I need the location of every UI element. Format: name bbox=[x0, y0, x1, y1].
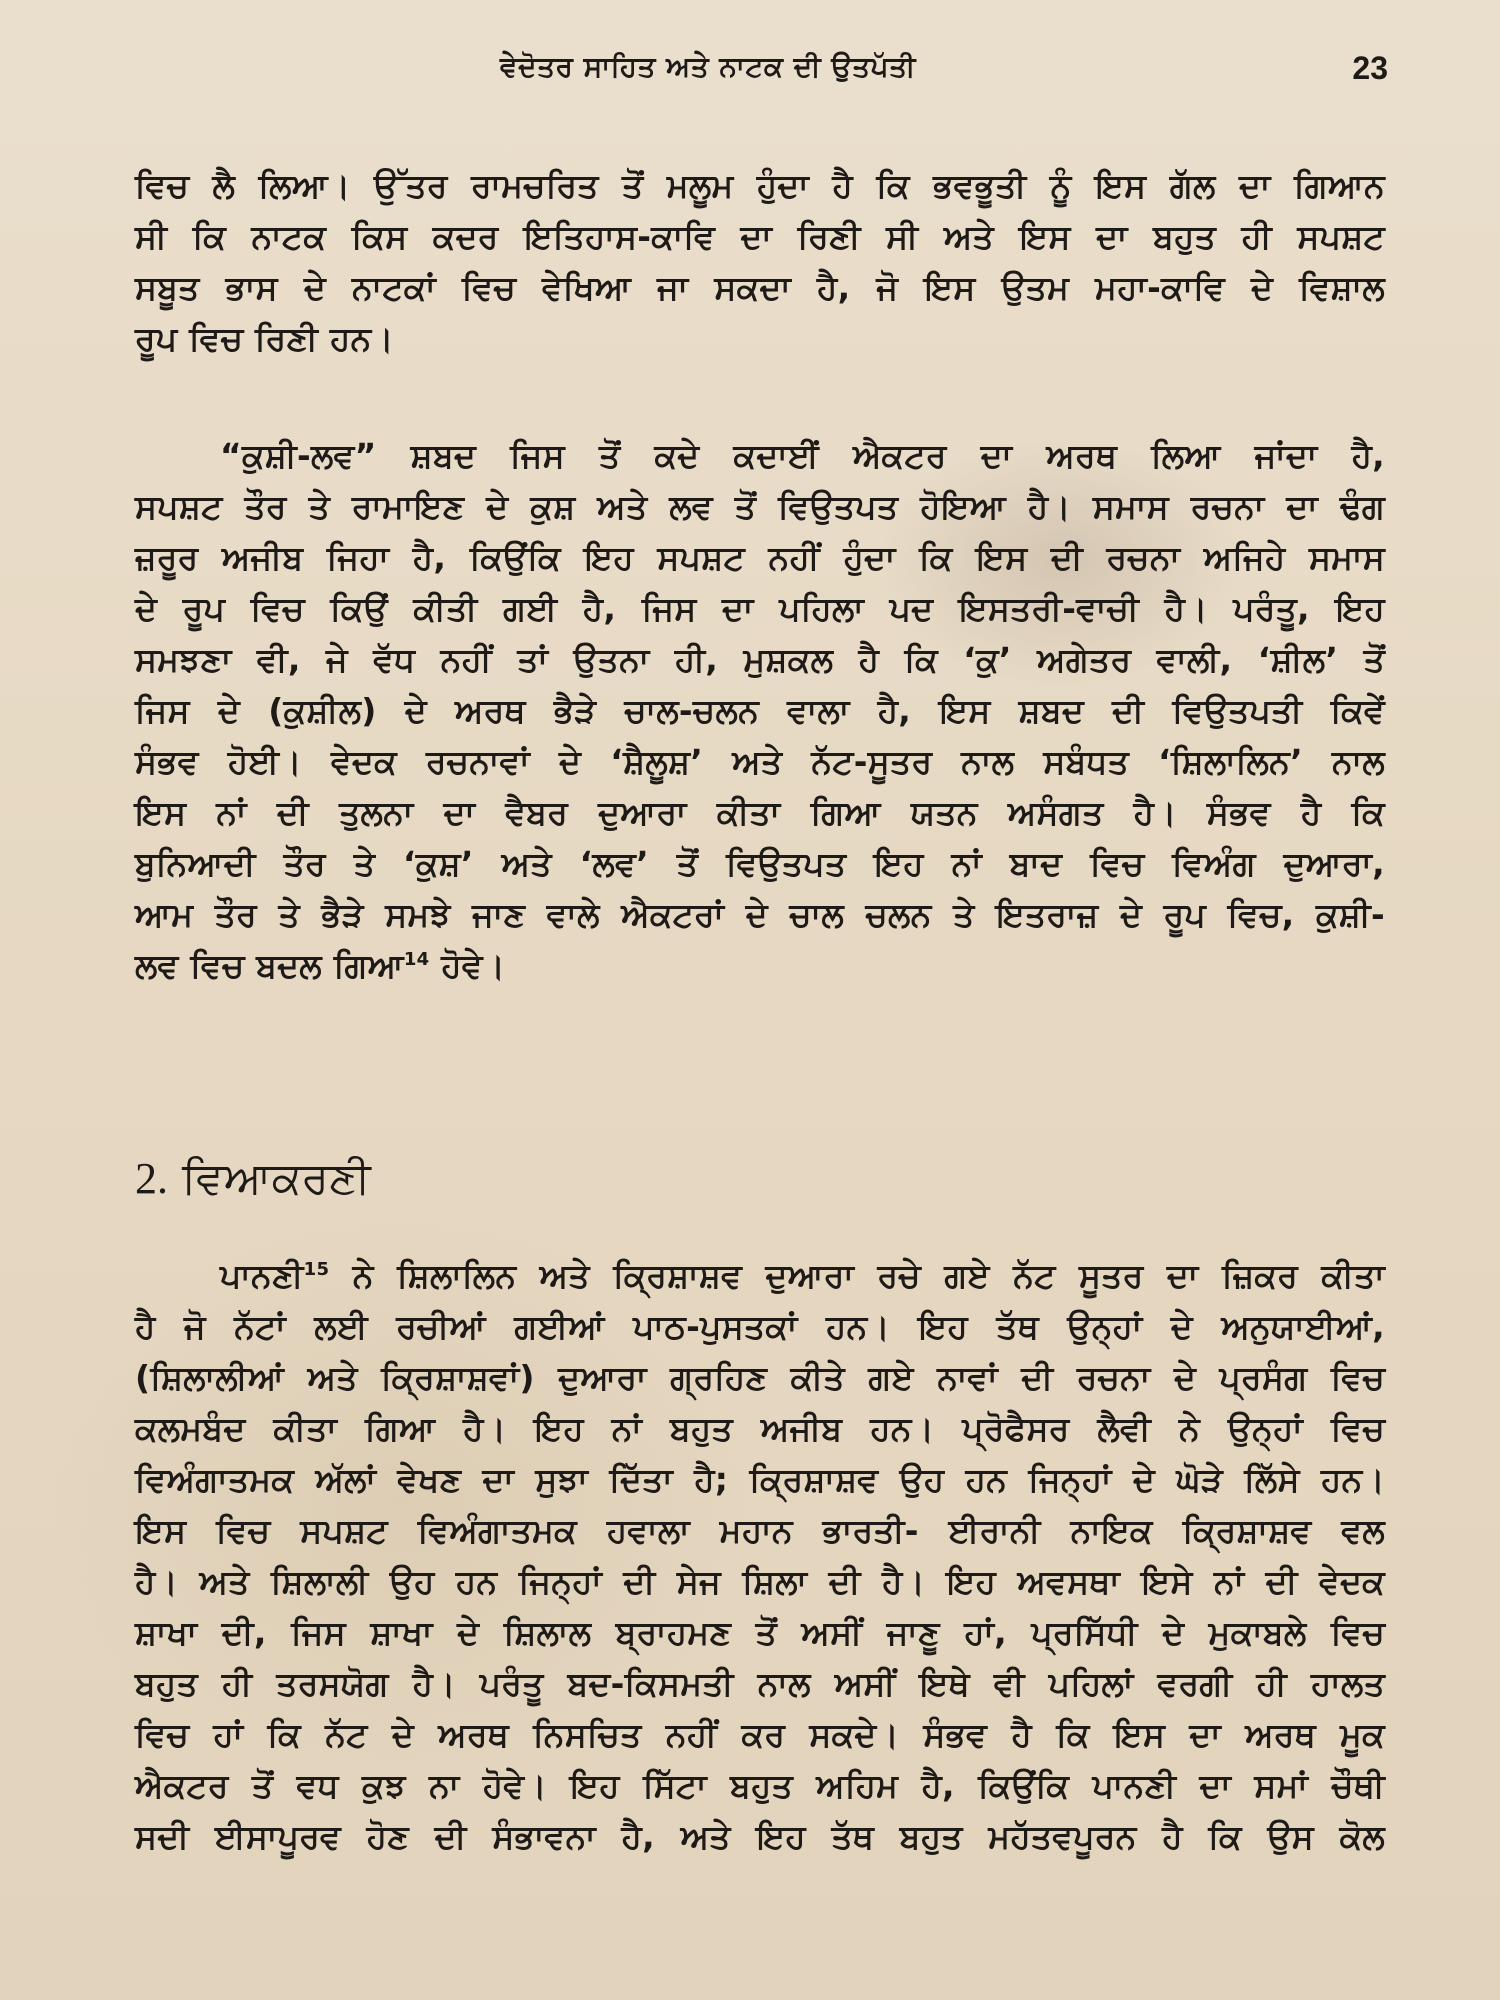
section-heading bbox=[135, 1153, 371, 1204]
text-line: ਵਿਚ ਹਾਂ ਕਿ ਨੱਟ ਦੇ ਅਰਥ ਨਿਸਚਿਤ ਨਹੀਂ ਕਰ ਸਕਦੇ। ਸੰਭਵ ਹੈ ਕਿ ਇਸ ਦਾ ਅਰਥ ਮੂਕ bbox=[135, 1715, 1385, 1754]
text-line: ਵਿਚ ਲੈ ਲਿਆ। ਉੱਤਰ ਰਾਮਚਰਿਤ ਤੋਂ ਮਲੂਮ ਹੁੰਦਾ ਹੈ ਕਿ ਭਵਭੂਤੀ ਨੂੰ ਇਸ ਗੱਲ ਦਾ ਗਿਆਨ bbox=[135, 166, 1385, 205]
text-line: ਸ਼ਾਖਾ ਦੀ, ਜਿਸ ਸ਼ਾਖਾ ਦੇ ਸ਼ਿਲਾਲ ਬ੍ਰਾਹਮਣ ਤੋਂ ਅਸੀਂ ਜਾਣੂ ਹਾਂ, ਪ੍ਰਸਿੱਧੀ ਦੇ ਮੁਕਾਬਲੇ ਵਿਚ bbox=[135, 1613, 1385, 1652]
text-line: “ਕੁਸ਼ੀ-ਲਵ” ਸ਼ਬਦ ਜਿਸ ਤੋਂ ਕਦੇ ਕਦਾਈਂ ਐਕਟਰ ਦਾ ਅਰਥ ਲਿਆ ਜਾਂਦਾ ਹੈ, bbox=[220, 436, 1385, 475]
text-line: ਕਲਮਬੰਦ ਕੀਤਾ ਗਿਆ ਹੈ। ਇਹ ਨਾਂ ਬਹੁਤ ਅਜੀਬ ਹਨ। ਪ੍ਰੋਫੈਸਰ ਲੈਵੀ ਨੇ ਉਨ੍ਹਾਂ ਵਿਚ bbox=[135, 1409, 1385, 1448]
paragraph-1 bbox=[135, 160, 1385, 364]
text-line: ਦੇ ਰੂਪ ਵਿਚ ਕਿਉਂ ਕੀਤੀ ਗਈ ਹੈ, ਜਿਸ ਦਾ ਪਹਿਲਾ ਪਦ ਇਸਤਰੀ-ਵਾਚੀ ਹੈ। ਪਰੰਤੂ, ਇਹ bbox=[135, 589, 1385, 628]
text-line: (ਸ਼ਿਲਾਲੀਆਂ ਅਤੇ ਕ੍ਰਿਸ਼ਾਸ਼ਵਾਂ) ਦੁਆਰਾ ਗ੍ਰਹਿਣ ਕੀਤੇ ਗਏ ਨਾਵਾਂ ਦੀ ਰਚਨਾ ਦੇ ਪ੍ਰਸੰਗ ਵਿਚ bbox=[135, 1358, 1385, 1397]
page-number: 23 bbox=[1352, 50, 1388, 86]
text-line: ਸੰਭਵ ਹੋਈ। ਵੇਦਕ ਰਚਨਾਵਾਂ ਦੇ ‘ਸ਼ੈਲੂਸ਼’ ਅਤੇ ਨੱਟ-ਸੂਤਰ ਨਾਲ ਸਬੰਧਤ ‘ਸ਼ਿਲਾਲਿਨ’ ਨਾਲ bbox=[135, 742, 1385, 781]
text-line: ਸਮਝਣਾ ਵੀ, ਜੇ ਵੱਧ ਨਹੀਂ ਤਾਂ ਉਤਨਾ ਹੀ, ਮੁਸ਼ਕਲ ਹੈ ਕਿ ‘ਕੁ’ ਅਗੇਤਰ ਵਾਲੀ, ‘ਸ਼ੀਲ’ ਤੋਂ bbox=[135, 640, 1385, 679]
text-run: ਹੋਵੇ। bbox=[429, 946, 506, 985]
text-line: ਸਪਸ਼ਟ ਤੌਰ ਤੇ ਰਾਮਾਇਣ ਦੇ ਕੁਸ਼ ਅਤੇ ਲਵ ਤੋਂ ਵਿਉਤਪਤ ਹੋਇਆ ਹੈ। ਸਮਾਸ ਰਚਨਾ ਦਾ ਢੰਗ bbox=[135, 487, 1385, 526]
text-line: ਇਸ ਨਾਂ ਦੀ ਤੁਲਨਾ ਦਾ ਵੈਬਰ ਦੁਆਰਾ ਕੀਤਾ ਗਿਆ ਯਤਨ ਅਸੰਗਤ ਹੈ। ਸੰਭਵ ਹੈ ਕਿ bbox=[135, 793, 1385, 832]
text-line: ਵਿਅੰਗਾਤਮਕ ਅੱਲਾਂ ਵੇਖਣ ਦਾ ਸੁਝਾ ਦਿੱਤਾ ਹੈ; ਕ੍ਰਿਸ਼ਾਸ਼ਵ ਉਹ ਹਨ ਜਿਨ੍ਹਾਂ ਦੇ ਘੋੜੇ ਲਿੱਸੇ ਹਨ। bbox=[135, 1460, 1385, 1499]
section-number: 2. bbox=[135, 1154, 168, 1203]
text-run: ਪਾਨਣੀ bbox=[220, 1256, 304, 1295]
paragraph-3 bbox=[135, 1250, 1385, 1862]
text-line bbox=[135, 940, 1385, 991]
text-line: ਰੂਪ ਵਿਚ ਰਿਣੀ ਹਨ। bbox=[135, 319, 394, 358]
text-line: ਬੁਨਿਆਦੀ ਤੌਰ ਤੇ ‘ਕੁਸ਼’ ਅਤੇ ‘ਲਵ’ ਤੋਂ ਵਿਉਤਪਤ ਇਹ ਨਾਂ ਬਾਦ ਵਿਚ ਵਿਅੰਗ ਦੁਆਰਾ, bbox=[135, 844, 1385, 883]
paragraph-2 bbox=[135, 430, 1385, 991]
text-run: ਨੇ ਸ਼ਿਲਾਲਿਨ ਅਤੇ ਕ੍ਰਿਸ਼ਾਸ਼ਵ ਦੁਆਰਾ ਰਚੇ ਗਏ ਨੱਟ ਸੂਤਰ ਦਾ ਜ਼ਿਕਰ ਕੀਤਾ bbox=[329, 1256, 1385, 1295]
text-line: ਇਸ ਵਿਚ ਸਪਸ਼ਟ ਵਿਅੰਗਾਤਮਕ ਹਵਾਲਾ ਮਹਾਨ ਭਾਰਤੀ- ਈਰਾਨੀ ਨਾਇਕ ਕ੍ਰਿਸ਼ਾਸ਼ਵ ਵਲ bbox=[135, 1511, 1385, 1550]
text-line: ਐਕਟਰ ਤੋਂ ਵਧ ਕੁਝ ਨਾ ਹੋਵੇ। ਇਹ ਸਿੱਟਾ ਬਹੁਤ ਅਹਿਮ ਹੈ, ਕਿਉਂਕਿ ਪਾਨਣੀ ਦਾ ਸਮਾਂ ਚੌਥੀ bbox=[135, 1766, 1385, 1805]
text-run: ਲਵ ਵਿਚ ਬਦਲ ਗਿਆ bbox=[135, 946, 404, 985]
text-line: ਹੈ। ਅਤੇ ਸ਼ਿਲਾਲੀ ਉਹ ਹਨ ਜਿਨ੍ਹਾਂ ਦੀ ਸੇਜ ਸ਼ਿਲਾ ਦੀ ਹੈ। ਇਹ ਅਵਸਥਾ ਇਸੇ ਨਾਂ ਦੀ ਵੇਦਕ bbox=[135, 1562, 1385, 1601]
text-line bbox=[135, 1250, 1385, 1301]
footnote-marker: 15 bbox=[303, 1259, 330, 1280]
section-title: ਵਿਆਕਰਣੀ bbox=[182, 1153, 371, 1204]
text-line: ਜ਼ਰੂਰ ਅਜੀਬ ਜਿਹਾ ਹੈ, ਕਿਉਂਕਿ ਇਹ ਸਪਸ਼ਟ ਨਹੀਂ ਹੁੰਦਾ ਕਿ ਇਸ ਦੀ ਰਚਨਾ ਅਜਿਹੇ ਸਮਾਸ bbox=[135, 538, 1385, 577]
text-line: ਹੈ ਜੋ ਨੱਟਾਂ ਲਈ ਰਚੀਆਂ ਗਈਆਂ ਪਾਠ-ਪੁਸਤਕਾਂ ਹਨ। ਇਹ ਤੱਥ ਉਨ੍ਹਾਂ ਦੇ ਅਨੁਯਾਈਆਂ, bbox=[135, 1307, 1385, 1346]
text-line: ਸੀ ਕਿ ਨਾਟਕ ਕਿਸ ਕਦਰ ਇਤਿਹਾਸ-ਕਾਵਿ ਦਾ ਰਿਣੀ ਸੀ ਅਤੇ ਇਸ ਦਾ ਬਹੁਤ ਹੀ ਸਪਸ਼ਟ bbox=[135, 217, 1385, 256]
text-line: ਸਦੀ ਈਸਾਪੂਰਵ ਹੋਣ ਦੀ ਸੰਭਾਵਨਾ ਹੈ, ਅਤੇ ਇਹ ਤੱਥ ਬਹੁਤ ਮਹੱਤਵਪੂਰਨ ਹੈ ਕਿ ਉਸ ਕੋਲ bbox=[135, 1817, 1385, 1856]
running-header-title: ਵੇਦੋਤਰ ਸਾਹਿਤ ਅਤੇ ਨਾਟਕ ਦੀ ਉਤਪੱਤੀ bbox=[500, 50, 916, 83]
text-line: ਸਬੂਤ ਭਾਸ ਦੇ ਨਾਟਕਾਂ ਵਿਚ ਵੇਖਿਆ ਜਾ ਸਕਦਾ ਹੈ, ਜੋ ਇਸ ਉਤਮ ਮਹਾ-ਕਾਵਿ ਦੇ ਵਿਸ਼ਾਲ bbox=[135, 268, 1385, 307]
text-line: ਆਮ ਤੌਰ ਤੇ ਭੈੜੇ ਸਮਝੇ ਜਾਣ ਵਾਲੇ ਐਕਟਰਾਂ ਦੇ ਚਾਲ ਚਲਨ ਤੇ ਇਤਰਾਜ਼ ਦੇ ਰੂਪ ਵਿਚ, ਕੁਸ਼ੀ- bbox=[135, 895, 1385, 934]
running-header bbox=[0, 50, 1500, 100]
text-line: ਜਿਸ ਦੇ (ਕੁਸ਼ੀਲ) ਦੇ ਅਰਥ ਭੈੜੇ ਚਾਲ-ਚਲਨ ਵਾਲਾ ਹੈ, ਇਸ ਸ਼ਬਦ ਦੀ ਵਿਉਤਪਤੀ ਕਿਵੇਂ bbox=[135, 691, 1385, 730]
text-line: ਬਹੁਤ ਹੀ ਤਰਸਯੋਗ ਹੈ। ਪਰੰਤੂ ਬਦ-ਕਿਸਮਤੀ ਨਾਲ ਅਸੀਂ ਇਥੇ ਵੀ ਪਹਿਲਾਂ ਵਰਗੀ ਹੀ ਹਾਲਤ bbox=[135, 1664, 1385, 1703]
footnote-marker: 14 bbox=[403, 949, 430, 970]
